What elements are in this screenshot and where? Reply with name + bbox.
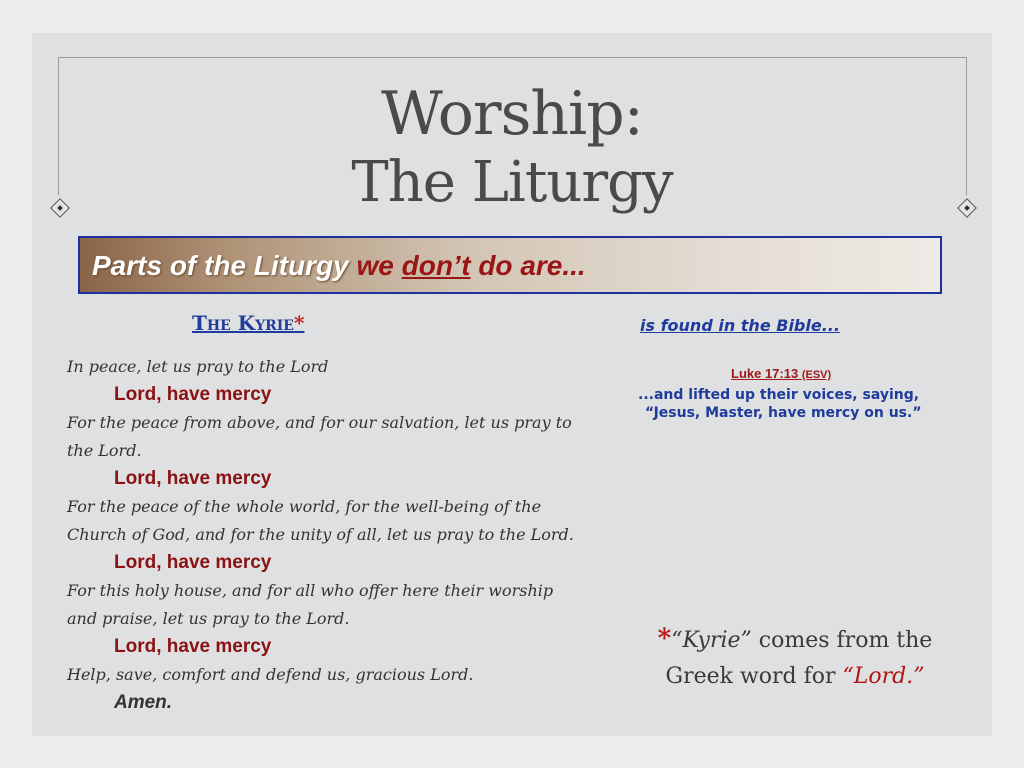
kyrie-heading [192,311,304,335]
banner-part-parts: Parts of the Liturgy [92,250,349,281]
litany-response: Lord, have mercy [114,552,272,573]
verse-line-1: ...and lifted up their voices, saying, [638,387,920,403]
footnote-asterisk: * [657,624,672,654]
banner-part-we: we [356,250,394,281]
litany-petition: For this holy house, and for all who offer here their worship [67,581,554,600]
slide-subtitle: The Liturgy [351,150,673,215]
footnote-line2: Greek word for [665,664,843,689]
kyrie-litany [67,353,627,717]
footnote-middle: comes from the [751,628,933,653]
litany-petition: and praise, let us pray to the Lord. [67,609,350,628]
litany-petition: Church of God, and for the unity of all, let us pray to the Lord. [67,525,574,544]
version-text: (ESV) [801,369,832,381]
bible-verse [638,386,948,422]
found-in-bible-heading: is found in the Bible... [640,316,840,335]
litany-response: Lord, have mercy [114,468,272,489]
litany-response: Lord, have mercy [114,384,272,405]
verse-line-2: “Jesus, Master, have mercy on us.” [645,405,922,421]
litany-petition: For the peace of the whole world, for the well-being of the [67,497,542,516]
slide-title: Worship: [381,79,643,149]
kyrie-asterisk: * [293,311,305,335]
litany-amen: Amen. [114,692,173,713]
banner-part-dont: don’t [401,250,471,281]
reference-text: Luke 17:13 [731,366,799,381]
footnote-lord: “Lord.” [842,664,925,689]
frame-top-rule [58,57,966,58]
kyrie-heading-text: The Kyrie [192,311,294,335]
bible-reference [731,366,831,381]
footnote-kyrie: “Kyrie” [671,628,752,653]
litany-petition: In peace, let us pray to the Lord [67,357,329,376]
banner-part-do-are: do are... [478,250,586,281]
litany-response: Lord, have mercy [114,636,272,657]
section-banner [78,236,942,294]
banner-text [92,248,586,284]
litany-petition: the Lord. [67,441,142,460]
litany-petition: Help, save, comfort and defend us, gracious Lord. [67,665,474,684]
litany-petition: For the peace from above, and for our salvation, let us pray to [67,413,572,432]
kyrie-footnote [630,621,960,695]
